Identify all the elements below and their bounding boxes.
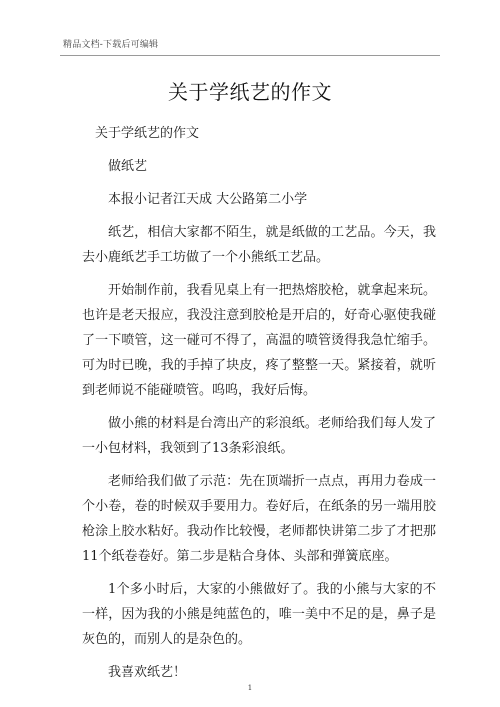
paragraph: 老师给我们做了示范：先在顶端折一点点，再用力卷成一个小卷，卷的时候双手要用力。卷好后，在纸条的另一端用胶枪涂上胶水粘好。我动作比较慢，老师都快讲第二步了才把那11个纸卷卷好。第二步是粘合身体、头部和弹簧底座。 bbox=[82, 474, 436, 564]
paragraph: 开始制作前，我看见桌上有一把热熔胶枪，就拿起来玩。也许是老天报应，我没注意到胶枪是开启的，好奇心驱使我碰了一下喷管，这一碰可不得了，高温的喷管烫得我急忙缩手。可为时已晚，我的手掉了块皮，疼了整整一天。紧接着，就听到老师说不能碰喷管。呜呜，我好后悔。 bbox=[82, 283, 436, 398]
header-divider bbox=[60, 55, 440, 56]
document-title: 关于学纸艺的作文 bbox=[168, 80, 332, 104]
paragraph: 纸艺，相信大家都不陌生，就是纸做的工艺品。今天，我去小鹿纸艺手工坊做了一个小熊纸工艺品。 bbox=[82, 225, 436, 265]
document-body bbox=[82, 121, 436, 693]
paragraph-byline: 本报小记者江天成 大公路第二小学 bbox=[108, 192, 308, 207]
paragraph: 做小熊的材料是台湾出产的彩浪纸。老师给我们每人发了一小包材料，我领到了13条彩浪纸。 bbox=[82, 416, 436, 456]
paragraph: 1个多小时后，大家的小熊做好了。我的小熊与大家的不一样，因为我的小熊是纯蓝色的，唯一美中不足的是，鼻子是灰色的，而别人的是杂色的。 bbox=[82, 582, 436, 647]
paragraph: 我喜欢纸艺！ bbox=[108, 665, 187, 680]
page-number: 1 bbox=[247, 684, 253, 692]
paragraph-subtitle: 关于学纸艺的作文 bbox=[95, 126, 200, 141]
header-note: 精品文档-下载后可编辑 bbox=[63, 40, 159, 50]
paragraph-heading: 做纸艺 bbox=[108, 159, 148, 174]
